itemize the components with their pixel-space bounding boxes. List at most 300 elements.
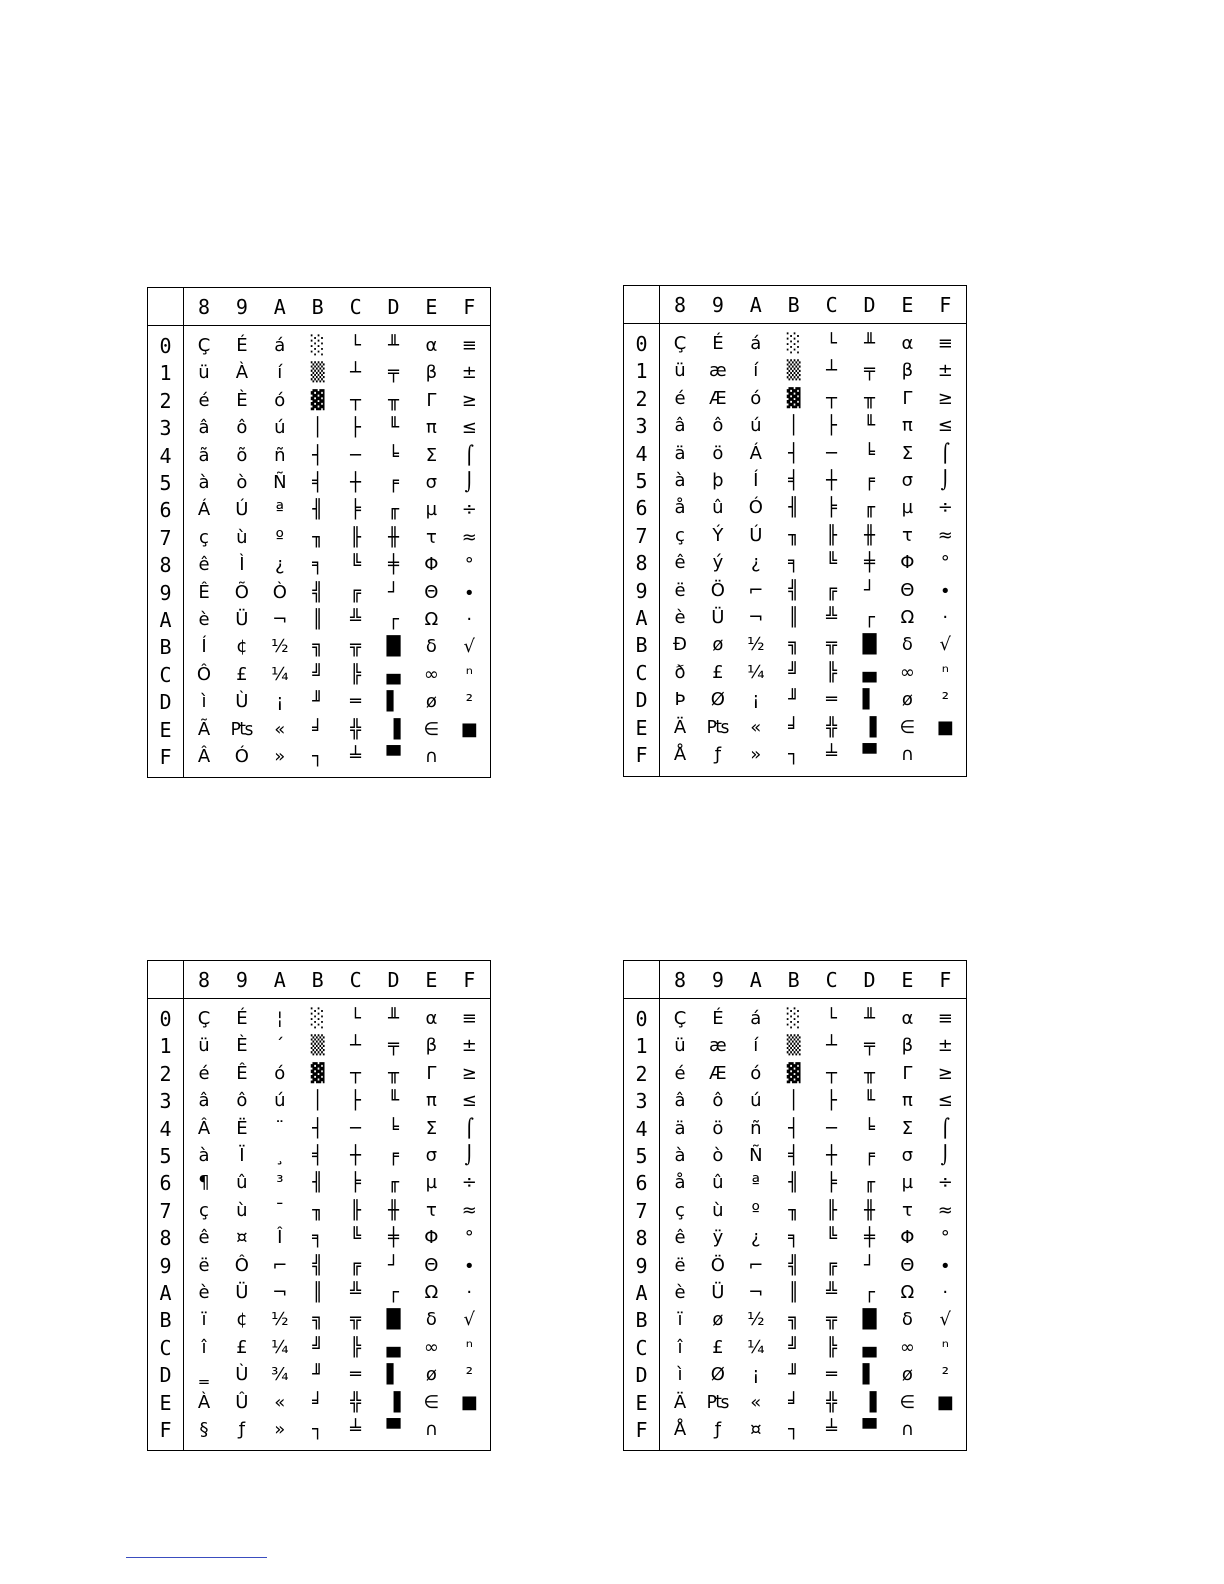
row-header: 0 xyxy=(635,1007,648,1031)
glyph-cell: ┐ xyxy=(788,1419,800,1440)
glyph-cell: ░ xyxy=(786,333,801,354)
glyph-cell: Φ xyxy=(424,1227,439,1249)
glyph-cell: ´ xyxy=(275,1035,285,1057)
glyph-cell: ┘ xyxy=(864,579,875,601)
glyph-cell: ─ xyxy=(826,442,838,464)
glyph-cell: º xyxy=(275,526,285,548)
glyph-cell: ■ xyxy=(460,1391,478,1413)
glyph-cell: ≤ xyxy=(461,1090,477,1112)
glyph-cell: β xyxy=(901,1035,914,1057)
glyph-cell: é xyxy=(198,389,210,411)
glyph-cell: ∞ xyxy=(899,1336,915,1358)
glyph-cell: ü xyxy=(674,360,686,382)
glyph-cell: ⁿ xyxy=(941,1336,949,1358)
glyph-cell: α xyxy=(901,1008,914,1029)
glyph-cell: ⌠ xyxy=(464,444,474,466)
glyph-cell: É xyxy=(712,1008,724,1029)
glyph-cell: Ï xyxy=(239,1145,245,1166)
column-header: B xyxy=(787,293,800,317)
glyph-cell: Ω xyxy=(900,1282,915,1303)
glyph-cell: ┼ xyxy=(826,1145,838,1166)
glyph-cell: Ø xyxy=(710,689,725,711)
glyph-cell: ║ xyxy=(788,1282,800,1303)
glyph-cell: ≥ xyxy=(461,1062,477,1084)
glyph-cell: ╚ xyxy=(826,552,838,574)
glyph-cell: ⌡ xyxy=(940,1145,950,1166)
row-header: 3 xyxy=(159,1089,172,1114)
row-header-divider xyxy=(659,286,660,776)
glyph-cell: ² xyxy=(465,1364,473,1386)
glyph-cell: È xyxy=(236,389,248,411)
glyph-cell: Í xyxy=(753,470,759,491)
row-header-divider xyxy=(659,961,660,1450)
glyph-cell xyxy=(450,1417,488,1443)
glyph-cell: Ø xyxy=(710,1364,725,1386)
glyph-cell: ¤ xyxy=(750,1419,762,1440)
glyph-cell: ≥ xyxy=(461,389,477,411)
glyph-cell: è xyxy=(198,609,210,630)
glyph-cell: ¼ xyxy=(747,1336,765,1358)
glyph-cell: ê xyxy=(674,552,686,574)
column-header: A xyxy=(273,968,286,992)
glyph-cell: ╩ xyxy=(826,607,838,628)
glyph-cell: β xyxy=(425,1035,438,1057)
glyph-cell: ƒ xyxy=(714,1419,722,1440)
row-header: 5 xyxy=(159,1144,172,1168)
glyph-cell: ¼ xyxy=(747,661,765,683)
glyph-cell: Ê xyxy=(198,581,210,603)
glyph-cell: ∙ xyxy=(463,581,475,603)
glyph-cell: à xyxy=(198,1145,210,1166)
glyph-cell: █ xyxy=(862,1309,877,1331)
glyph-cell: ô xyxy=(712,415,724,437)
glyph-cell: ╪ xyxy=(864,1227,875,1249)
glyph-cell: ÷ xyxy=(937,1172,953,1194)
glyph-cell: ╞ xyxy=(826,497,838,519)
glyph-cell: ∩ xyxy=(900,1419,914,1440)
glyph-cell: ╥ xyxy=(864,1062,875,1084)
glyph-cell: ⌐ xyxy=(748,1254,764,1276)
glyph-cell: £ xyxy=(712,661,724,683)
glyph-cell: ¬ xyxy=(272,609,288,630)
glyph-cell: ╧ xyxy=(826,1419,838,1440)
glyph-cell: ⌐ xyxy=(748,579,764,601)
footnote-rule xyxy=(126,1557,267,1558)
glyph-cell: ■ xyxy=(460,718,478,740)
glyph-cell: ò xyxy=(712,1145,724,1166)
glyph-cell: ü xyxy=(198,1035,210,1057)
glyph-cell: ⌡ xyxy=(464,1145,474,1166)
glyph-cell: § xyxy=(199,1419,209,1440)
glyph-cell: ² xyxy=(941,1364,949,1386)
glyph-cell: ╤ xyxy=(388,362,399,384)
glyph-cell: ‗ xyxy=(199,1364,209,1386)
glyph-cell: ¾ xyxy=(271,1364,289,1386)
row-header: 9 xyxy=(635,578,648,603)
glyph-cell: █ xyxy=(862,634,877,656)
glyph-cell: ▓ xyxy=(786,1062,801,1084)
glyph-cell: ½ xyxy=(271,1309,289,1331)
glyph-cell: ╦ xyxy=(350,1309,362,1331)
row-header: 9 xyxy=(635,1253,648,1278)
glyph-cell: ╢ xyxy=(788,1172,800,1194)
column-header: C xyxy=(825,968,838,992)
glyph-cell: ╒ xyxy=(388,1145,399,1166)
glyph-cell: Ü xyxy=(235,609,249,630)
glyph-cell: α xyxy=(425,335,438,356)
glyph-cell: ╩ xyxy=(350,1282,362,1303)
glyph-cell: Ã xyxy=(197,718,211,740)
glyph-cell: ë xyxy=(674,579,686,601)
row-header: D xyxy=(159,690,172,715)
row-header: C xyxy=(159,662,172,687)
row-header: D xyxy=(635,1363,648,1388)
glyph-cell: ö xyxy=(712,1117,724,1139)
glyph-cell: ╧ xyxy=(350,746,362,767)
glyph-cell: Θ xyxy=(424,1254,439,1276)
glyph-cell: ╘ xyxy=(388,1117,399,1139)
glyph-cell: ╓ xyxy=(864,1172,875,1194)
column-header: C xyxy=(349,295,362,319)
glyph-cell: ╘ xyxy=(388,444,399,466)
row-header: F xyxy=(159,1418,172,1442)
glyph-cell: ╘ xyxy=(864,442,875,464)
glyph-cell: ╖ xyxy=(312,526,324,548)
glyph-cell: ╔ xyxy=(826,1254,838,1276)
glyph-cell: π xyxy=(901,415,913,437)
glyph-cell: σ xyxy=(425,472,438,493)
glyph-cell: è xyxy=(198,1282,210,1303)
glyph-cell: β xyxy=(425,362,438,384)
row-header-divider xyxy=(183,288,184,777)
glyph-cell: » xyxy=(750,744,762,765)
glyph-cell: ╟ xyxy=(350,1199,362,1221)
glyph-cell: ╣ xyxy=(312,581,324,603)
glyph-cell: ø xyxy=(901,689,913,711)
glyph-cell: ╬ xyxy=(350,1391,362,1413)
glyph-cell: é xyxy=(674,1062,686,1084)
row-header: A xyxy=(635,606,648,630)
glyph-cell: ▐ xyxy=(386,1391,401,1413)
glyph-cell: ╖ xyxy=(312,1199,324,1221)
column-header: 9 xyxy=(235,968,248,992)
glyph-cell: ║ xyxy=(312,1282,324,1303)
glyph-cell: █ xyxy=(386,1309,401,1331)
glyph-cell: ─ xyxy=(350,444,362,466)
glyph-cell: Ω xyxy=(424,1282,439,1303)
glyph-cell: ▐ xyxy=(386,718,401,740)
glyph-cell: ╠ xyxy=(826,661,838,683)
glyph-cell: ▄ xyxy=(862,661,877,683)
glyph-cell: τ xyxy=(425,526,437,548)
glyph-cell: Ç xyxy=(197,335,211,356)
glyph-cell: á xyxy=(750,1008,762,1029)
row-header: 8 xyxy=(635,1226,648,1251)
glyph-cell: ° xyxy=(940,1227,950,1249)
glyph-cell: ╗ xyxy=(788,1309,800,1331)
glyph-cell: ╓ xyxy=(864,497,875,519)
glyph-cell: Ñ xyxy=(749,1145,763,1166)
glyph-cell: ù xyxy=(236,1199,248,1221)
glyph-cell: ╒ xyxy=(864,1145,875,1166)
glyph-cell: í xyxy=(277,362,283,384)
glyph-cell: ┌ xyxy=(388,609,399,630)
glyph-cell: ñ xyxy=(750,1117,762,1139)
glyph-cell: ï xyxy=(677,1309,683,1331)
glyph-cell: ┐ xyxy=(312,746,324,767)
glyph-cell: ▀ xyxy=(862,744,877,765)
header-divider xyxy=(624,323,966,324)
glyph-cell: Å xyxy=(673,744,687,765)
glyph-cell: â xyxy=(674,415,686,437)
glyph-cell: ╩ xyxy=(350,609,362,630)
glyph-cell: ░ xyxy=(786,1008,801,1029)
glyph-cell: ∩ xyxy=(900,744,914,765)
glyph-cell: ╥ xyxy=(388,1062,399,1084)
row-header: 4 xyxy=(159,443,172,468)
glyph-cell: ° xyxy=(464,1227,474,1249)
glyph-cell: ▐ xyxy=(862,716,877,738)
column-header: D xyxy=(863,968,876,992)
glyph-cell: Á xyxy=(197,499,211,521)
column-header: 9 xyxy=(711,968,724,992)
glyph-cell: ú xyxy=(750,415,762,437)
glyph-cell: · xyxy=(466,1282,473,1303)
glyph-cell: Ä xyxy=(673,1391,687,1413)
glyph-cell: ▌ xyxy=(862,1364,877,1386)
row-header: 9 xyxy=(159,1253,172,1278)
glyph-cell: Õ xyxy=(234,581,249,603)
row-header: C xyxy=(635,660,648,685)
glyph-cell: û xyxy=(712,1172,724,1194)
glyph-cell: ╢ xyxy=(312,1172,324,1194)
column-header: E xyxy=(901,293,914,317)
glyph-cell: ╒ xyxy=(864,470,875,491)
glyph-cell: Ω xyxy=(424,609,439,630)
glyph-cell: Ä xyxy=(673,716,687,738)
glyph-cell: β xyxy=(901,360,914,382)
glyph-cell: ▒ xyxy=(310,362,325,384)
glyph-cell: é xyxy=(198,1062,210,1084)
glyph-cell: ╙ xyxy=(864,415,875,437)
glyph-cell: ▓ xyxy=(310,1062,325,1084)
glyph-cell: ─ xyxy=(350,1117,362,1139)
code-page-table-4 xyxy=(623,960,967,1451)
glyph-cell: ┴ xyxy=(350,362,362,384)
glyph-cell: ┼ xyxy=(826,470,838,491)
glyph-cell: ú xyxy=(274,417,286,439)
row-header: D xyxy=(635,688,648,713)
glyph-cell: ç xyxy=(675,1199,685,1221)
glyph-cell: Ú xyxy=(749,524,763,546)
glyph-cell: ∩ xyxy=(424,746,438,767)
glyph-cell: ┌ xyxy=(864,607,875,628)
glyph-cell: ├ xyxy=(350,1090,362,1112)
glyph-cell: ø xyxy=(712,1309,724,1331)
glyph-cell: ░ xyxy=(310,335,325,356)
row-header: 1 xyxy=(159,361,172,386)
column-header: B xyxy=(787,968,800,992)
row-header: 9 xyxy=(159,580,172,605)
glyph-cell: ╕ xyxy=(312,554,324,576)
code-page-table-1 xyxy=(147,287,491,778)
glyph-cell: ½ xyxy=(747,1309,765,1331)
glyph-cell: ∙ xyxy=(939,579,951,601)
glyph-cell: ¿ xyxy=(751,1227,761,1249)
glyph-cell: ± xyxy=(937,360,953,382)
glyph-cell xyxy=(450,744,488,770)
glyph-cell: ╙ xyxy=(864,1090,875,1112)
glyph-cell: ▒ xyxy=(786,360,801,382)
glyph-cell: ø xyxy=(425,691,437,713)
glyph-cell: ° xyxy=(940,552,950,574)
glyph-cell: ▀ xyxy=(862,1419,877,1440)
glyph-cell: ╬ xyxy=(826,716,838,738)
glyph-cell: ð xyxy=(674,661,686,683)
glyph-cell: ■ xyxy=(936,716,954,738)
row-header: 6 xyxy=(635,1171,648,1196)
glyph-cell: Ö xyxy=(710,579,725,601)
glyph-cell: Æ xyxy=(709,387,727,409)
glyph-cell: ┬ xyxy=(826,1062,838,1084)
glyph-cell: ╜ xyxy=(788,689,800,711)
glyph-cell: │ xyxy=(312,1090,324,1112)
glyph-cell: π xyxy=(901,1090,913,1112)
glyph-cell: ╕ xyxy=(788,1227,800,1249)
glyph-cell: ╖ xyxy=(788,1199,800,1221)
row-header: 7 xyxy=(159,525,172,550)
glyph-cell: æ xyxy=(709,360,727,382)
glyph-cell: √ xyxy=(463,636,476,658)
glyph-cell: └ xyxy=(826,1008,838,1029)
glyph-cell: ═ xyxy=(350,1364,362,1386)
glyph-cell: ├ xyxy=(826,1090,838,1112)
row-header: 2 xyxy=(635,386,648,411)
glyph-cell: δ xyxy=(425,1309,437,1331)
column-header: F xyxy=(463,295,476,319)
glyph-cell: └ xyxy=(350,335,362,356)
glyph-cell: ³ xyxy=(276,1172,284,1194)
row-header: F xyxy=(159,745,172,769)
glyph-cell: δ xyxy=(901,634,913,656)
glyph-cell: Ó xyxy=(748,497,763,519)
glyph-cell: ï xyxy=(201,1309,207,1331)
glyph-cell: ≥ xyxy=(937,387,953,409)
glyph-cell: ¦ xyxy=(276,1008,283,1029)
glyph-cell: í xyxy=(753,360,759,382)
glyph-cell: ▌ xyxy=(862,689,877,711)
glyph-cell: Ô xyxy=(234,1254,249,1276)
glyph-cell: ▄ xyxy=(386,663,401,685)
glyph-cell: ┬ xyxy=(350,1062,362,1084)
glyph-cell: ╨ xyxy=(864,1008,875,1029)
glyph-cell: ╠ xyxy=(350,663,362,685)
glyph-cell: î xyxy=(677,1336,683,1358)
glyph-cell: │ xyxy=(788,1090,800,1112)
glyph-cell: δ xyxy=(901,1309,913,1331)
glyph-cell: ₧ xyxy=(706,716,730,738)
glyph-cell: ä xyxy=(674,1117,686,1139)
column-header: C xyxy=(825,293,838,317)
glyph-cell: ╗ xyxy=(312,1309,324,1331)
glyph-cell: Φ xyxy=(424,554,439,576)
glyph-cell: ý xyxy=(712,552,724,574)
glyph-cell: ╫ xyxy=(864,524,875,546)
glyph-cell: Γ xyxy=(902,1062,913,1084)
glyph-cell: · xyxy=(942,1282,949,1303)
glyph-cell: ø xyxy=(425,1364,437,1386)
glyph-cell: ╗ xyxy=(788,634,800,656)
glyph-cell: « xyxy=(274,1391,286,1413)
glyph-cell: À xyxy=(235,362,249,384)
glyph-cell: α xyxy=(901,333,914,354)
glyph-cell: ä xyxy=(674,442,686,464)
glyph-cell: ║ xyxy=(788,607,800,628)
glyph-cell: ¬ xyxy=(748,1282,764,1303)
glyph-cell: Ô xyxy=(196,663,212,685)
row-header: E xyxy=(159,717,172,742)
glyph-cell: ₧ xyxy=(706,1391,730,1413)
row-header: C xyxy=(635,1335,648,1360)
glyph-cell: · xyxy=(466,609,473,630)
glyph-cell: ≡ xyxy=(461,335,477,356)
glyph-cell: Ñ xyxy=(273,472,287,493)
code-page-table-3 xyxy=(147,960,491,1451)
glyph-cell: ╬ xyxy=(826,1391,838,1413)
glyph-cell: ∈ xyxy=(423,1391,440,1413)
row-header: 3 xyxy=(635,414,648,439)
glyph-cell: » xyxy=(274,1419,286,1440)
glyph-cell: ó xyxy=(274,1062,286,1084)
glyph-cell: » xyxy=(274,746,286,767)
row-header: A xyxy=(635,1281,648,1305)
column-header: B xyxy=(311,968,324,992)
row-header: 6 xyxy=(635,496,648,521)
glyph-cell: δ xyxy=(425,636,437,658)
glyph-cell: ¼ xyxy=(271,1336,289,1358)
glyph-cell: ╔ xyxy=(350,581,362,603)
glyph-cell: £ xyxy=(236,1336,248,1358)
glyph-cell: ╤ xyxy=(388,1035,399,1057)
row-header: 2 xyxy=(159,388,172,413)
glyph-cell: È xyxy=(236,1035,248,1057)
glyph-cell: Φ xyxy=(900,1227,915,1249)
column-header: F xyxy=(939,968,952,992)
glyph-cell: σ xyxy=(901,470,914,491)
glyph-cell: å xyxy=(674,497,686,519)
glyph-cell: ┼ xyxy=(350,472,362,493)
glyph-cell: ╡ xyxy=(788,1145,800,1166)
glyph-cell: ╛ xyxy=(788,1391,800,1413)
glyph-cell: ┴ xyxy=(350,1035,362,1057)
glyph-cell: ≤ xyxy=(937,415,953,437)
glyph-cell: τ xyxy=(425,1199,437,1221)
glyph-cell: √ xyxy=(939,634,952,656)
glyph-cell: Ý xyxy=(712,524,724,546)
glyph-cell: ╡ xyxy=(312,1145,324,1166)
column-header: B xyxy=(311,295,324,319)
column-header: D xyxy=(387,295,400,319)
glyph-cell: ▌ xyxy=(386,1364,401,1386)
row-header: B xyxy=(159,635,172,660)
glyph-cell: À xyxy=(197,1391,211,1413)
glyph-cell: ▓ xyxy=(786,387,801,409)
glyph-cell: ± xyxy=(461,362,477,384)
glyph-cell: â xyxy=(674,1090,686,1112)
row-header: F xyxy=(635,1418,648,1442)
row-header: 5 xyxy=(159,471,172,495)
glyph-cell: Í xyxy=(201,636,207,658)
